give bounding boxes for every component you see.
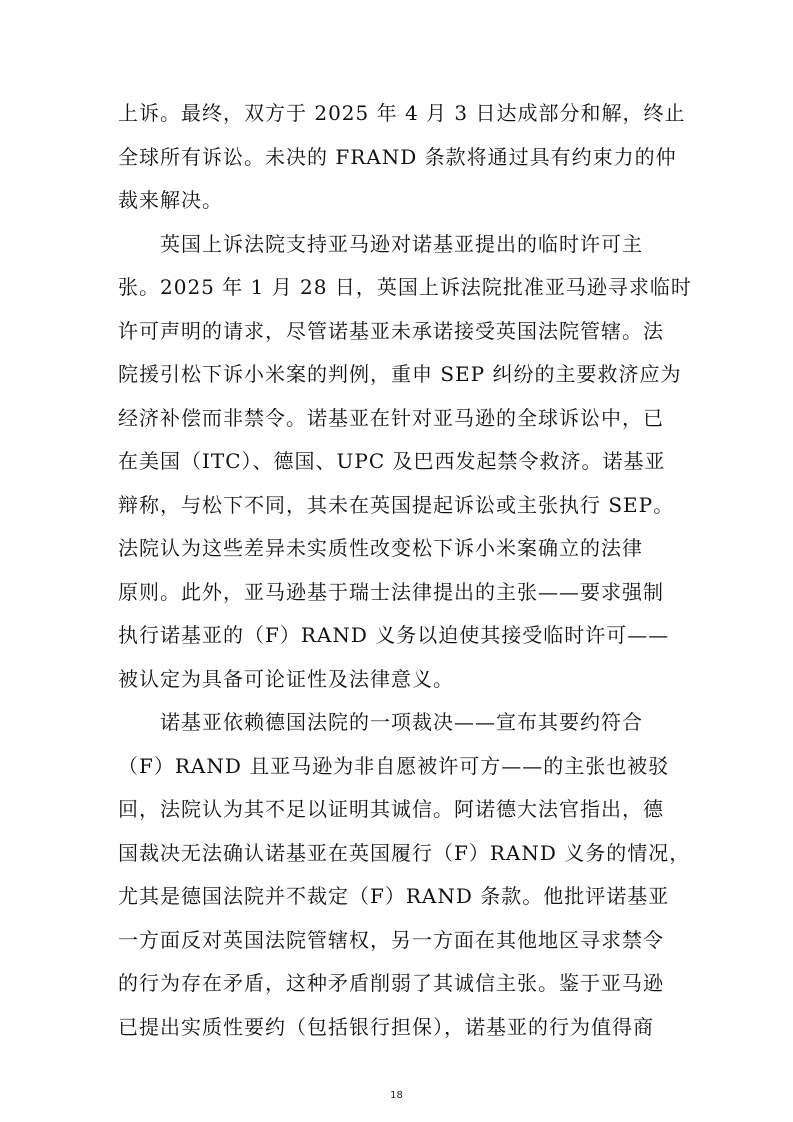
text-line: 被认定为具备可论证性及法律意义。 (118, 666, 454, 691)
text-line: 法院认为这些差异未实质性改变松下诉小米案确立的法律 (118, 536, 643, 560)
text-line: 许可声明的请求，尽管诺基亚未承诺接受英国法院管辖。法 (118, 318, 664, 343)
text-line: 已提出实质性要约（包括银行担保），诺基亚的行为值得商 (118, 1014, 654, 1039)
text-line: （F）RAND 且亚马逊为非自愿被许可方——的主张也被驳 (118, 753, 670, 778)
text-line: 经济补偿而非禁令。诺基亚在针对亚马逊的全球诉讼中，已 (118, 405, 664, 430)
text-line: 英国上诉法院支持亚马逊对诺基亚提出的临时许可主 (118, 231, 643, 256)
text-line: 张。2025 年 1 月 28 日，英国上诉法院批准亚马逊寻求临时 (118, 275, 692, 299)
text-line: 辩称，与松下不同，其未在英国提起诉讼或主张执行 SEP。 (118, 492, 675, 517)
text-line: 国裁决无法确认诺基亚在英国履行（F）RAND 义务的情况， (118, 840, 691, 865)
text-line: 一方面反对英国法院管辖权，另一方面在其他地区寻求禁令 (118, 927, 664, 952)
text-line: 上诉。最终，双方于 2025 年 4 月 3 日达成部分和解，终止 (118, 101, 686, 125)
text-line: 诺基亚依赖德国法院的一项裁决——宣布其要约符合 (118, 710, 643, 734)
page-number: 18 (390, 1090, 403, 1101)
text-line: 院援引松下诉小米案的判例，重申 SEP 纠纷的主要救济应为 (118, 362, 682, 386)
text-line: 的行为存在矛盾，这种矛盾削弱了其诚信主张。鉴于亚马逊 (118, 971, 664, 995)
text-line: 在美国（ITC）、德国、UPC 及巴西发起禁令救济。诺基亚 (118, 449, 666, 473)
text-line: 全球所有诉讼。未决的 FRAND 条款将通过具有约束力的仲 (118, 144, 677, 169)
text-line: 尤其是德国法院并不裁定（F）RAND 条款。他批评诺基亚 (118, 884, 670, 908)
text-line: 原则。此外，亚马逊基于瑞士法律提出的主张——要求强制 (118, 579, 664, 604)
text-line: 回，法院认为其不足以证明其诚信。阿诺德大法官指出，德 (118, 797, 664, 821)
text-line: 执行诺基亚的（F）RAND 义务以迫使其接受临时许可—— (118, 623, 670, 647)
text-line: 裁来解决。 (118, 188, 223, 212)
